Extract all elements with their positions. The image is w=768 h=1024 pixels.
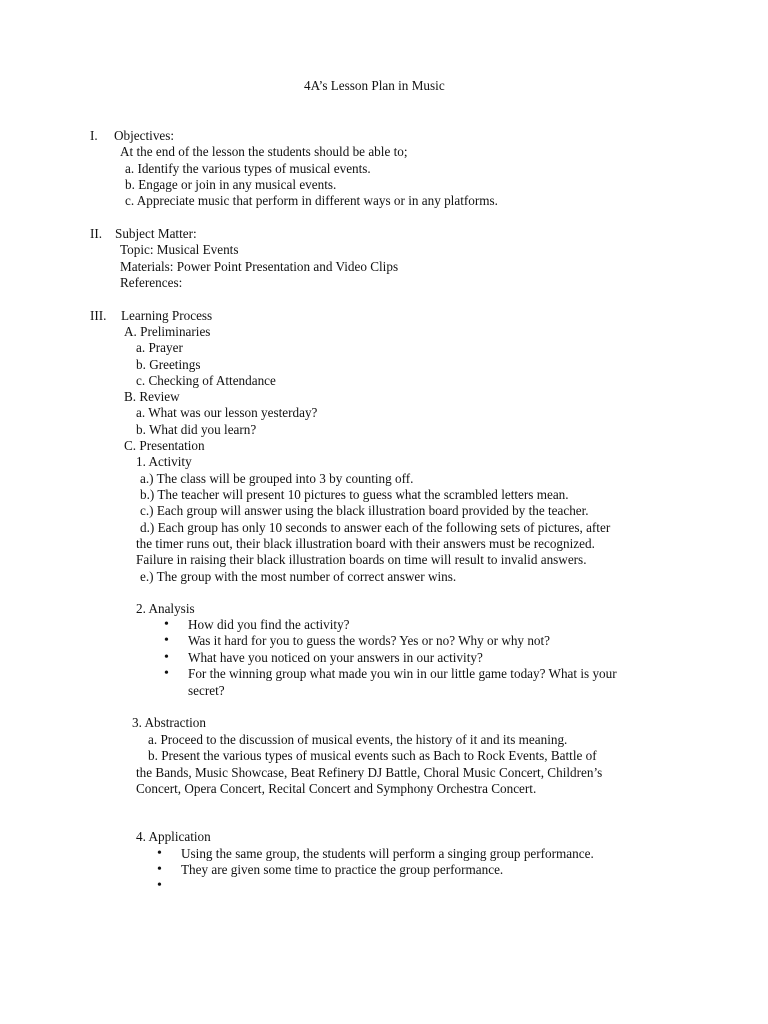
list-item-continuation: secret? bbox=[188, 683, 225, 698]
list-item: c. Checking of Attendance bbox=[136, 373, 276, 388]
bullet-icon: • bbox=[157, 862, 162, 877]
list-item: Was it hard for you to guess the words? Yes or no? Why or why not? bbox=[188, 633, 551, 648]
objective-item: a. Identify the various types of musical events. bbox=[125, 161, 371, 176]
list-item: How did you find the activity? bbox=[188, 617, 350, 632]
bullet-icon: • bbox=[157, 846, 162, 861]
section-heading: Learning Process bbox=[121, 308, 213, 323]
list-item: a. What was our lesson yesterday? bbox=[136, 405, 318, 420]
list-item: a. Prayer bbox=[136, 340, 183, 355]
objective-item: c. Appreciate music that perform in different ways or in any platforms. bbox=[125, 193, 498, 208]
bullet-icon: • bbox=[164, 617, 169, 632]
step-heading: 3. Abstraction bbox=[132, 715, 206, 730]
section-numeral: II. bbox=[90, 226, 103, 241]
materials-line: Materials: Power Point Presentation and Video Clips bbox=[120, 259, 399, 274]
bullet-icon: • bbox=[164, 633, 169, 648]
list-item: They are given some time to practice the group performance. bbox=[181, 862, 504, 877]
abstraction-line: Concert, Opera Concert, Recital Concert and Symphony Orchestra Concert. bbox=[136, 781, 537, 796]
page-title: 4A’s Lesson Plan in Music bbox=[304, 78, 445, 93]
list-item: Using the same group, the students will perform a singing group performance. bbox=[181, 846, 594, 861]
subsection-heading: A. Preliminaries bbox=[124, 324, 211, 339]
objective-item: b. Engage or join in any musical events. bbox=[125, 177, 337, 192]
activity-line: a.) The class will be grouped into 3 by counting off. bbox=[140, 471, 414, 486]
references-line: References: bbox=[120, 275, 183, 290]
activity-line: the timer runs out, their black illustration board with their answers must be recognized. bbox=[136, 536, 595, 551]
list-item: What have you noticed on your answers in our activity? bbox=[188, 650, 483, 665]
section-heading: Objectives: bbox=[114, 128, 175, 143]
subsection-heading: B. Review bbox=[124, 389, 180, 404]
bullet-icon: • bbox=[164, 666, 169, 681]
list-item: For the winning group what made you win in our little game today? What is your bbox=[188, 666, 617, 681]
bullet-icon: • bbox=[157, 878, 162, 893]
section-numeral: I. bbox=[90, 128, 98, 143]
activity-line: c.) Each group will answer using the black illustration board provided by the teacher. bbox=[140, 503, 589, 518]
objectives-intro: At the end of the lesson the students should be able to; bbox=[120, 144, 408, 159]
topic-line: Topic: Musical Events bbox=[120, 242, 239, 257]
bullet-icon: • bbox=[164, 650, 169, 665]
abstraction-line: the Bands, Music Showcase, Beat Refinery DJ Battle, Choral Music Concert, Children’s bbox=[136, 765, 603, 780]
section-heading: Subject Matter: bbox=[115, 226, 197, 241]
step-heading: 1. Activity bbox=[136, 454, 192, 469]
step-heading: 2. Analysis bbox=[136, 601, 195, 616]
activity-line: d.) Each group has only 10 seconds to answer each of the following sets of pictures, after bbox=[140, 520, 611, 535]
list-item: b. What did you learn? bbox=[136, 422, 257, 437]
section-numeral: III. bbox=[90, 308, 107, 323]
activity-line: e.) The group with the most number of correct answer wins. bbox=[140, 569, 457, 584]
activity-line: b.) The teacher will present 10 pictures to guess what the scrambled letters mean. bbox=[140, 487, 569, 502]
step-heading: 4. Application bbox=[136, 829, 211, 844]
abstraction-line: a. Proceed to the discussion of musical events, the history of it and its meaning. bbox=[148, 732, 568, 747]
activity-line: Failure in raising their black illustration boards on time will result to invalid answers. bbox=[136, 552, 587, 567]
abstraction-line: b. Present the various types of musical events such as Bach to Rock Events, Battle of bbox=[148, 748, 597, 763]
subsection-heading: C. Presentation bbox=[124, 438, 205, 453]
list-item: b. Greetings bbox=[136, 357, 201, 372]
